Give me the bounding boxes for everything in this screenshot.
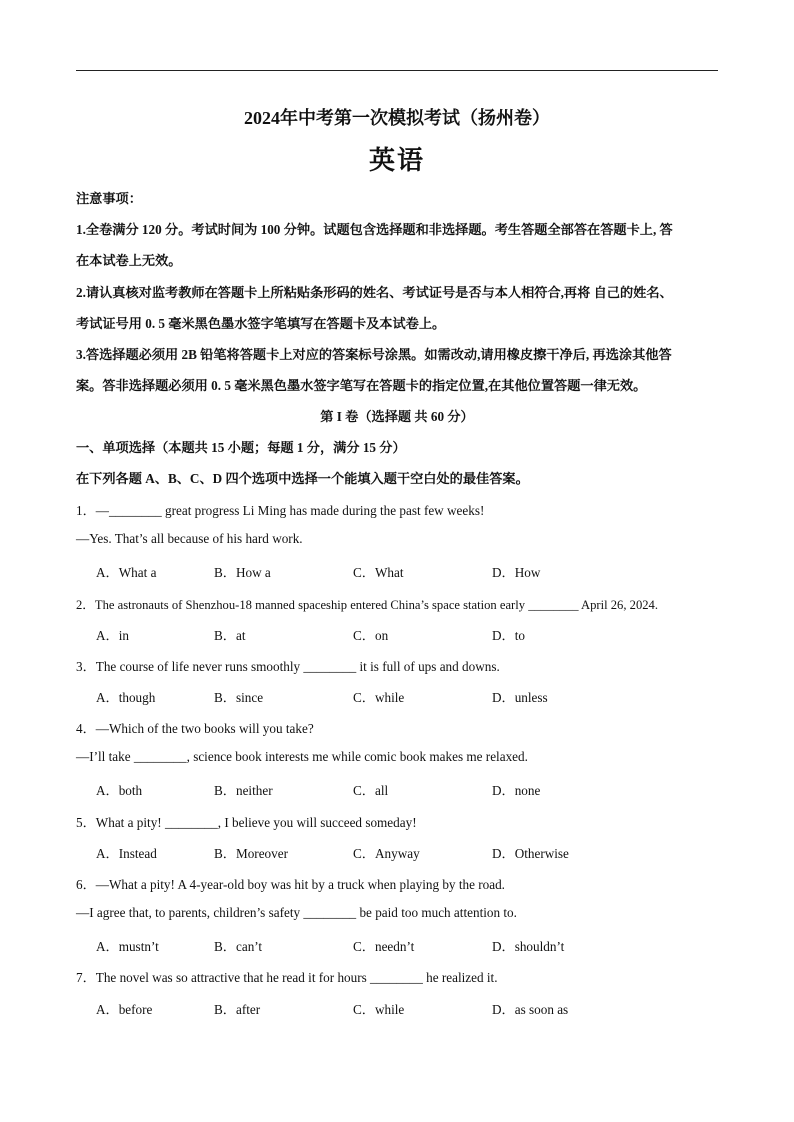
question-1-reply: —Yes. That’s all because of his hard work.	[76, 531, 303, 546]
question-5-option-a[interactable]: A．Instead	[96, 846, 157, 861]
question-6-option-c[interactable]: C．needn’t	[353, 939, 415, 954]
question-7-stem: 7．The novel was so attractive that he read it for hours ________ he realized it.	[76, 970, 498, 985]
subject-title: 英语	[368, 146, 425, 175]
question-1-option-d[interactable]: D．How	[492, 565, 541, 580]
notice-item-2-line-1: 2.请认真核对监考教师在答题卡上所粘贴条形码的姓名、考试证号是否与本人相符合,再将 自己的姓名、	[76, 285, 673, 300]
question-4-option-a[interactable]: A．both	[96, 783, 143, 798]
question-5-option-b[interactable]: B．Moreover	[214, 846, 288, 861]
question-3-option-c[interactable]: C．while	[353, 690, 405, 705]
part-heading: 第 I 卷（选择题 共 60 分）	[320, 409, 474, 424]
question-2-option-d[interactable]: D．to	[492, 628, 525, 643]
question-1-option-b[interactable]: B．How a	[214, 565, 271, 580]
question-4-option-d[interactable]: D．none	[492, 783, 541, 798]
question-4-option-c[interactable]: C．all	[353, 783, 389, 798]
question-3-option-a[interactable]: A．though	[96, 690, 156, 705]
question-3-option-b[interactable]: B．since	[214, 690, 264, 705]
header-rule	[76, 70, 718, 71]
question-3-option-d[interactable]: D．unless	[492, 690, 548, 705]
question-5-option-d[interactable]: D．Otherwise	[492, 846, 569, 861]
question-4-reply: —I’ll take ________, science book interests me while comic book makes me relaxed.	[76, 749, 528, 764]
question-1-option-a[interactable]: A．What a	[96, 565, 157, 580]
question-6-option-d[interactable]: D．shouldn’t	[492, 939, 565, 954]
question-7-option-a[interactable]: A．before	[96, 1002, 153, 1017]
section-heading: 一、单项选择（本题共 15 小题；每题 1 分，满分 15 分）	[76, 440, 406, 455]
notice-item-3-line-2: 案。答非选择题必须用 0. 5 毫米黑色墨水签字笔写在答题卡的指定位置,在其他位置答题一律无效。	[76, 378, 647, 393]
question-3-stem: 3．The course of life never runs smoothly ________ it is full of ups and downs.	[76, 659, 500, 674]
exam-title: 2024年中考第一次模拟考试（扬州卷）	[244, 108, 550, 128]
question-7-option-d[interactable]: D．as soon as	[492, 1002, 569, 1017]
question-7-option-b[interactable]: B．after	[214, 1002, 261, 1017]
notice-item-2-line-2: 考试证号用 0. 5 毫米黑色墨水签字笔填写在答题卡及本试卷上。	[76, 316, 446, 331]
question-5-option-c[interactable]: C．Anyway	[353, 846, 420, 861]
question-6-option-b[interactable]: B．can’t	[214, 939, 263, 954]
section-instruction: 在下列各题 A、B、C、D 四个选项中选择一个能填入题干空白处的最佳答案。	[76, 471, 529, 486]
question-2-option-a[interactable]: A．in	[96, 628, 129, 643]
question-6-reply: —I agree that, to parents, children’s safety ________ be paid too much attention to.	[76, 905, 517, 920]
question-2-option-c[interactable]: C．on	[353, 628, 389, 643]
question-6-stem: 6．—What a pity! A 4-year-old boy was hit by a truck when playing by the road.	[76, 877, 505, 892]
question-4-stem: 4．—Which of the two books will you take?	[76, 721, 314, 736]
question-1-option-c[interactable]: C．What	[353, 565, 404, 580]
question-7-option-c[interactable]: C．while	[353, 1002, 405, 1017]
question-6-option-a[interactable]: A．mustn’t	[96, 939, 159, 954]
notice-heading: 注意事项：	[76, 191, 142, 206]
question-1-stem: 1．—________ great progress Li Ming has made during the past few weeks!	[76, 503, 485, 518]
notice-item-1-line-2: 在本试卷上无效。	[76, 253, 182, 268]
question-2-stem: 2．The astronauts of Shenzhou-18 manned spaceship entered China’s space station early ________ April 26, 2024.	[76, 598, 658, 612]
question-2-option-b[interactable]: B．at	[214, 628, 246, 643]
notice-item-3-line-1: 3.答选择题必须用 2B 铅笔将答题卡上对应的答案标号涂黑。如需改动,请用橡皮擦干净后, 再选涂其他答	[76, 347, 672, 362]
question-5-stem: 5．What a pity! ________, I believe you will succeed someday!	[76, 815, 417, 830]
question-4-option-b[interactable]: B．neither	[214, 783, 273, 798]
notice-item-1-line-1: 1.全卷满分 120 分。考试时间为 100 分钟。试题包含选择题和非选择题。考生答题全部答在答题卡上, 答	[76, 222, 673, 237]
